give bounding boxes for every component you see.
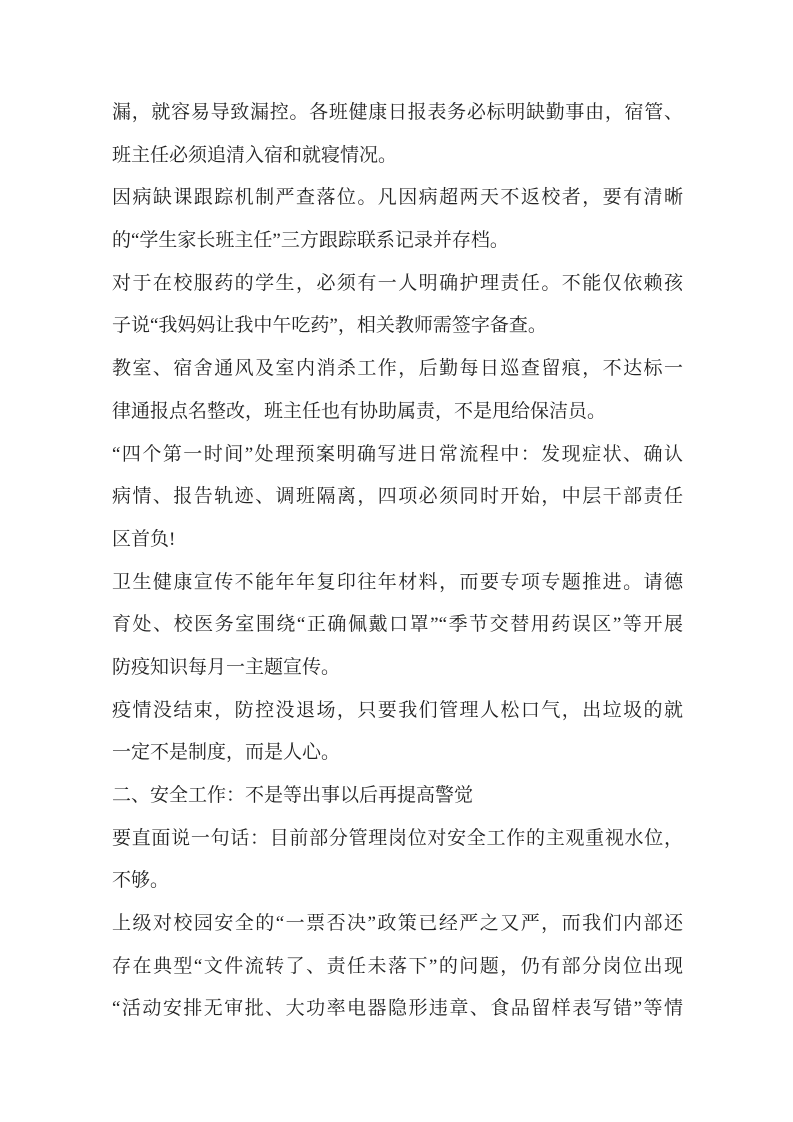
text-line: 防疫知识每月一主题宣传。 (112, 656, 341, 678)
text-line: 病情、报告轨迹、调班隔离，四项必须同时开始，中层干部责任 (112, 486, 683, 508)
text-line: 区首负! (112, 528, 176, 550)
text-line: 卫生健康宣传不能年年复印往年材料，而要专项专题推进。请德 (112, 571, 683, 593)
text-line: 育处、校医务室围绕“正确佩戴口罩”“季节交替用药误区”等开展 (112, 614, 683, 636)
text-line: 的“学生家长班主任”三方跟踪联系记录并存档。 (112, 230, 509, 252)
text-line: 对于在校服药的学生，必须有一人明确护理责任。不能仅依赖孩 (112, 272, 683, 294)
text-line: 律通报点名整改，班主任也有协助属责，不是甩给保洁员。 (112, 400, 607, 422)
section-heading: 二、安全工作：不是等出事以后再提高警觉 (112, 785, 474, 806)
text-line: 因病缺课跟踪机制严查落位。凡因病超两天不返校者，要有清晰 (112, 187, 683, 209)
text-line: 存在典型“文件流转了、责任未落下”的问题，仍有部分岗位出现 (112, 955, 683, 977)
text-line: 要直面说一句话：目前部分管理岗位对安全工作的主观重视水位， (112, 827, 683, 849)
text-line: 不够。 (112, 870, 170, 892)
text-line: 子说“我妈妈让我中午吃药”，相关教师需签字备查。 (112, 315, 547, 337)
text-line: 上级对校园安全的“一票否决”政策已经严之又严，而我们内部还 (112, 913, 683, 935)
document-text (112, 92, 683, 1031)
text-line: 疫情没结束，防控没退场，只要我们管理人松口气，出垃圾的就 (112, 699, 683, 721)
text-line: 教室、宿舍通风及室内消杀工作，后勤每日巡查留痕，不达标一 (112, 358, 683, 380)
text-line: 班主任必须追清入宿和就寝情况。 (112, 144, 398, 166)
text-line: 一定不是制度，而是人心。 (112, 742, 341, 764)
text-line: “活动安排无审批、大功率电器隐形违章、食品留样表写错”等情 (112, 998, 683, 1020)
text-line: “四个第一时间”处理预案明确写进日常流程中：发现症状、确认 (112, 443, 683, 465)
text-line: 漏，就容易导致漏控。各班健康日报表务必标明缺勤事由，宿管、 (112, 102, 683, 123)
